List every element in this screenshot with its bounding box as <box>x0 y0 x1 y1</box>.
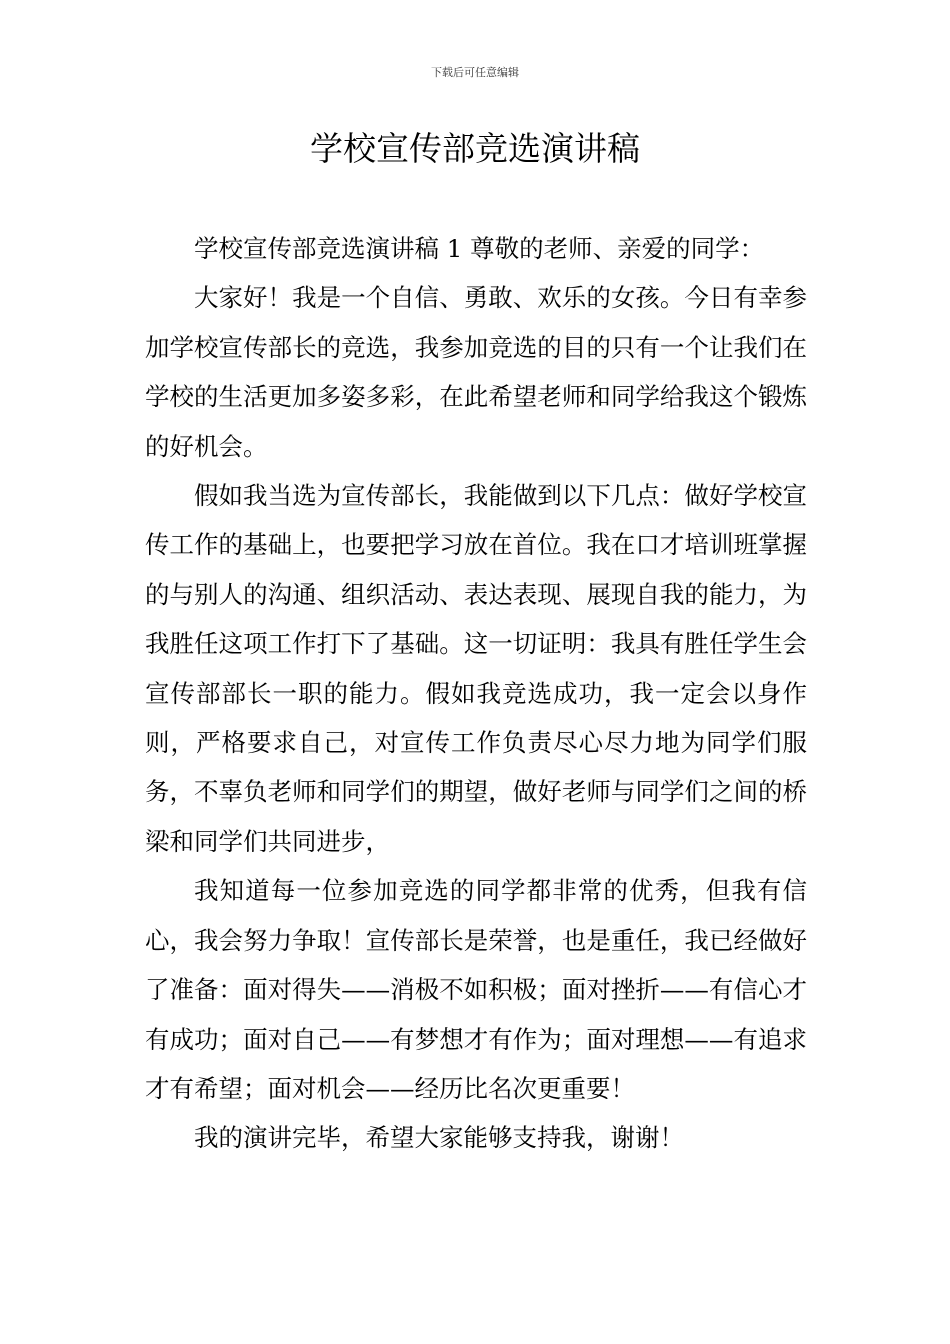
paragraph-confidence: 我知道每一位参加竞选的同学都非常的优秀，但我有信心，我会努力争取！宣传部长是荣誉，也是重任，我已经做好了准备：面对得失——消极不如积极；面对挫折——有信心才有成功；面对自己——有梦想才有作为；面对理想——有追求才有希望；面对机会——经历比名次更重要！ <box>145 876 807 1103</box>
paragraph-introduction: 大家好！我是一个自信、勇敢、欢乐的女孩。今日有幸参加学校宣传部长的竞选，我参加竞选的目的只有一个让我们在学校的生活更加多姿多彩，在此希望老师和同学给我这个锻炼的好机会。 <box>145 283 807 461</box>
document-body <box>145 224 807 1163</box>
document-title: 学校宣传部竞选演讲稿 <box>310 129 640 168</box>
paragraph-closing: 我的演讲完毕，希望大家能够支持我，谢谢！ <box>194 1123 684 1153</box>
paragraph-plans: 假如我当选为宣传部长，我能做到以下几点：做好学校宣传工作的基础上，也要把学习放在首位。我在口才培训班掌握的与别人的沟通、组织活动、表达表现、展现自我的能力，为我胜任这项工作打下了基础。这一切证明：我具有胜任学生会宣传部部长一职的能力。假如我竞选成功，我一定会以身作则，严格要求自己，对宣传工作负责尽心尽力地为同学们服务，不辜负老师和同学们的期望，做好老师与同学们之间的桥梁和同学们共同进步， <box>145 481 807 856</box>
paragraph-greeting: 学校宣传部竞选演讲稿 1 尊敬的老师、亲爱的同学： <box>194 234 765 263</box>
header-note: 下载后可任意编辑 <box>431 66 519 79</box>
